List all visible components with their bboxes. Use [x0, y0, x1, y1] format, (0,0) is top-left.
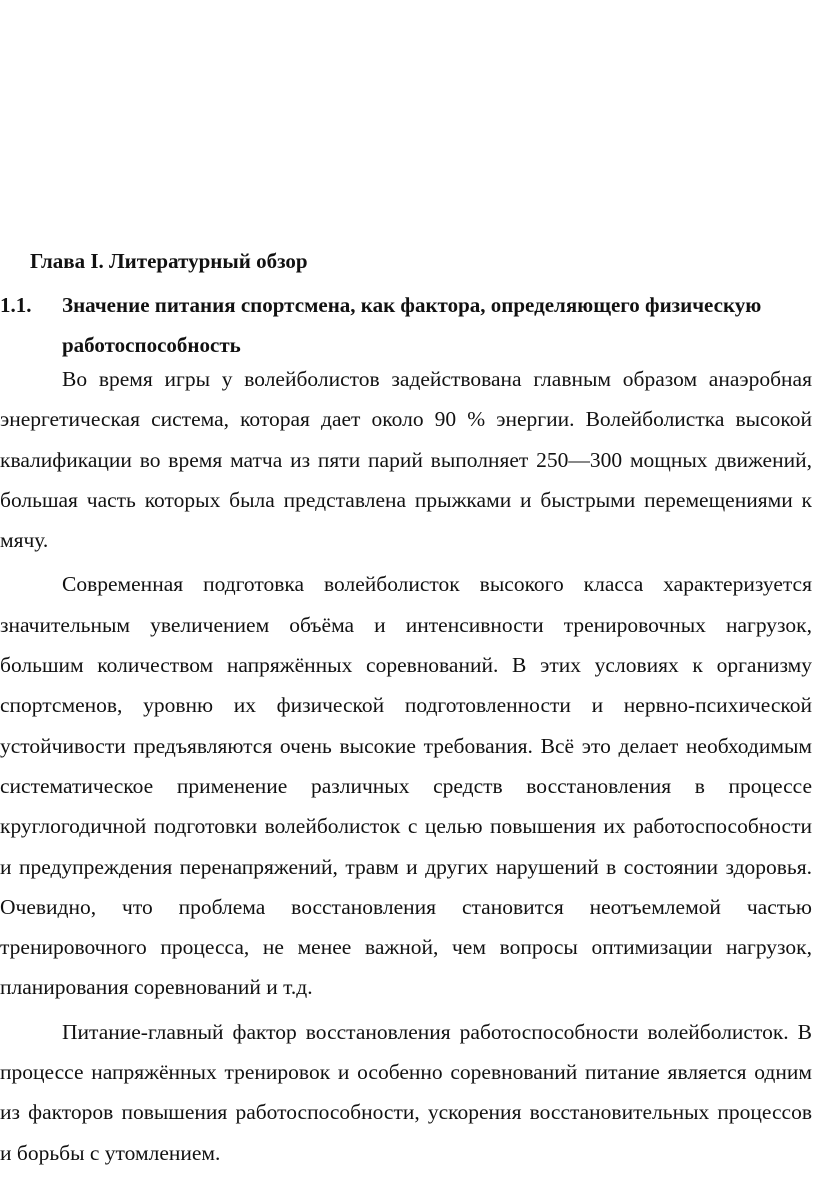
body-text: [0, 359, 812, 1173]
paragraph-3: Питание-главный фактор восстановления работоспособности волейболисток. В процессе напряжённых тренировок и особенно соревнований питание является одним из факторов повышения работоспособности, ускорения восстановительных процессов и борьбы с утомлением.: [0, 1019, 812, 1165]
paragraph-2: Современная подготовка волейболисток высокого класса характеризуется значительным увеличением объёма и интенсивности тренировочных нагрузок, большим количеством напряжённых соревнований. В этих условиях к организму спортсменов, уровню их физической подготовленности и нервно-психической устойчивости предъявляются очень высокие требования. Всё это делает необходимым систематическое применение различных средств восстановления в процессе круглогодичной подготовки волейболисток с целью повышения их работоспособности и предупреждения перенапряжений, травм и других нарушений в состоянии здоровья. Очевидно, что проблема восстановления становится неотъемлемой частью тренировочного процесса, не менее важной, чем вопросы оптимизации нагрузок, планирования соревнований и т.д.: [0, 572, 812, 1000]
chapter-title: Глава I. Литературный обзор: [30, 249, 308, 273]
section-title: Значение питания спортсмена, как фактора, определяющего физическую работоспособность: [62, 293, 762, 357]
paragraph-1: Во время игры у волейболистов задействована главным образом анаэробная энергетическая система, которая дает около 90 % энергии. Волейболистка высокой квалификации во время матча из пяти парий выполняет 250—300 мощных движений, большая часть которых была представлена прыжками и быстрыми перемещениями к мячу.: [0, 367, 812, 553]
section-number: 1.1.: [0, 293, 32, 317]
